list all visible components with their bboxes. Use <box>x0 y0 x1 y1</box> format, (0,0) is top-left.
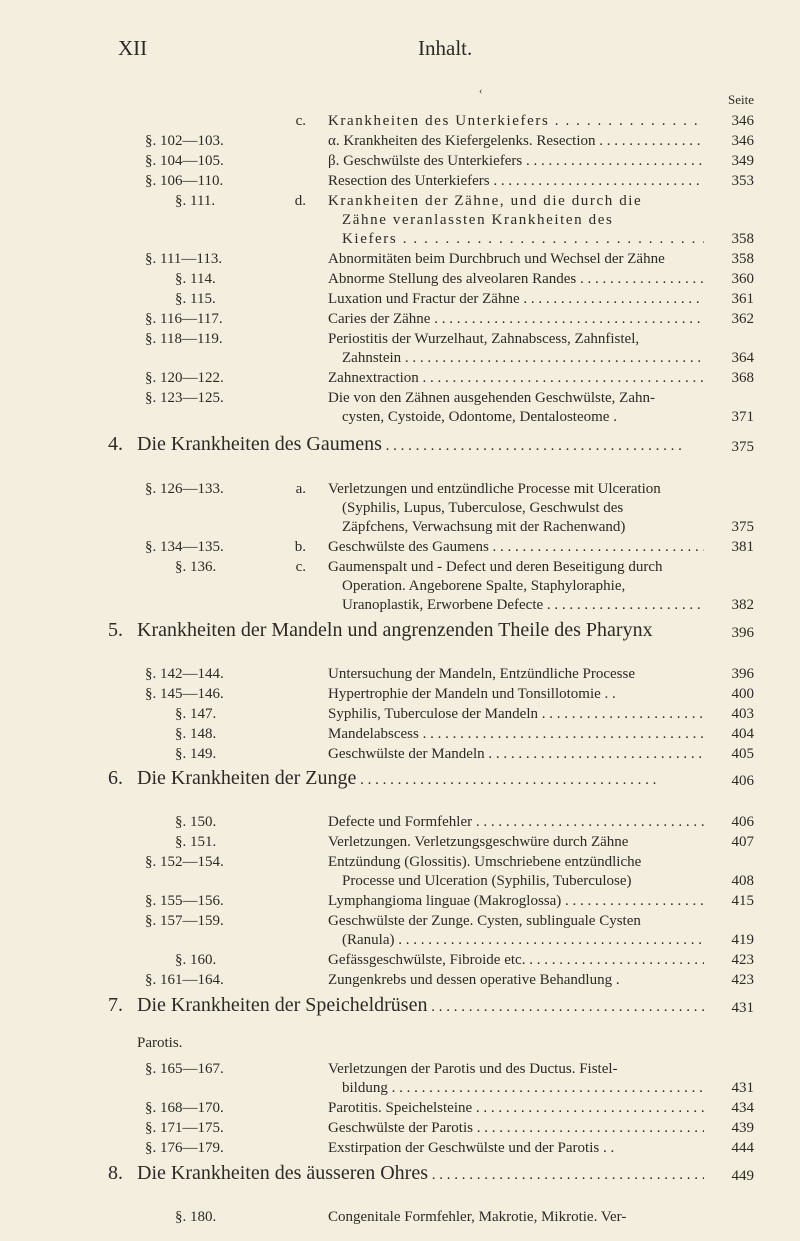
page-reference: 444 <box>731 1140 754 1156</box>
entry-title: Processe und Ulceration (Syphilis, Tuberculose) <box>342 873 632 889</box>
entry-title: Periostitis der Wurzelhaut, Zahnabscess, Zahnfistel, <box>328 331 640 347</box>
entry-title: (Ranula) . . . <box>342 931 704 949</box>
page-reference: 396 <box>731 666 754 682</box>
page-reference: 362 <box>731 311 754 327</box>
page-reference: 375 <box>731 519 754 535</box>
section-number: §. 171—175. <box>145 1120 224 1136</box>
page-reference: 346 <box>731 133 754 149</box>
entry-title: Untersuchung der Mandeln, Entzündliche Processe <box>328 666 635 682</box>
page-number: XII <box>118 36 148 60</box>
entry-title: Gaumenspalt und - Defect und deren Beseitigung durch <box>328 559 663 575</box>
entry-title: Verletzungen und entzündliche Processe mit Ulceration <box>328 481 661 497</box>
page-reference: 406 <box>731 814 754 830</box>
chapter-title: Die Krankheiten der Zunge . . . <box>137 766 704 792</box>
page-reference: 360 <box>731 271 754 287</box>
chapter-number: 6. <box>108 767 123 789</box>
entry-title: Congenitale Formfehler, Makrotie, Mikrotie. Ver- <box>328 1209 627 1225</box>
entry-title: Geschwülste der Parotis . . . <box>328 1119 704 1137</box>
entry-title: bildung . . . <box>342 1079 704 1097</box>
entry-title: Verletzungen. Verletzungsgeschwüre durch Zähne <box>328 834 629 850</box>
subsection-letter: b. <box>294 539 306 555</box>
page-reference: 404 <box>731 726 754 742</box>
entry-title: Gefässgeschwülste, Fibroide etc. . . . <box>328 951 704 969</box>
entry-title: Luxation und Fractur der Zähne . . . <box>328 290 704 308</box>
page-reference: 371 <box>731 409 754 425</box>
entry-title: Zähne veranlassten Krankheiten des <box>342 212 614 228</box>
entry-title: Lymphangioma linguae (Makroglossa) . . . <box>328 892 704 910</box>
entry-title: Zahnstein . . . <box>342 349 704 367</box>
entry-title: Zäpfchens, Verwachsung mit der Rachenwand) <box>342 519 626 535</box>
section-number: §. 134—135. <box>145 539 224 555</box>
section-number: §. 115. <box>175 291 216 307</box>
entry-title: Mandelabscess . . . <box>328 725 704 743</box>
subsection-letter: d. <box>294 193 306 209</box>
entry-title: Die von den Zähnen ausgehenden Geschwülste, Zahn- <box>328 390 655 406</box>
section-number: §. 150. <box>175 814 217 830</box>
section-number: §. 102—103. <box>145 133 224 149</box>
section-number: §. 157—159. <box>145 913 224 929</box>
entry-title: Geschwülste des Gaumens . . . <box>328 538 704 556</box>
chapter-number: 4. <box>108 433 123 455</box>
page-reference: 382 <box>731 597 754 613</box>
page-reference: 407 <box>731 834 754 850</box>
entry-title: Zungenkrebs und dessen operative Behandlung . <box>328 972 620 988</box>
subsection-letter: a. <box>295 481 306 497</box>
entry-title: cysten, Cystoide, Odontome, Dentalosteome . <box>342 409 617 425</box>
section-number: §. 152—154. <box>145 854 224 870</box>
section-number: §. 149. <box>175 746 217 762</box>
section-number: §. 106—110. <box>145 173 224 189</box>
section-number: §. 145—146. <box>145 686 224 702</box>
entry-title: Krankheiten des Unterkiefers . . . <box>328 112 704 130</box>
page-reference: 408 <box>731 873 754 889</box>
chapter-title: Die Krankheiten der Speicheldrüsen . . . <box>137 993 704 1019</box>
section-number: §. 147. <box>175 706 217 722</box>
section-number: §. 104—105. <box>145 153 224 169</box>
entry-title: β. Geschwülste des Unterkiefers . . . <box>328 152 704 170</box>
chapter-page: 449 <box>731 1168 754 1184</box>
page-reference: 403 <box>731 706 754 722</box>
page-reference: 349 <box>731 153 754 169</box>
entry-title: α. Krankheiten des Kiefergelenks. Resection . . . . <box>328 132 704 150</box>
entry-title: Hypertrophie der Mandeln und Tonsillotomie . . <box>328 686 616 702</box>
section-number: §. 114. <box>175 271 216 287</box>
page-reference: 415 <box>731 893 754 909</box>
section-number: §. 120—122. <box>145 370 224 386</box>
page-reference: 358 <box>731 251 754 267</box>
entry-title: Operation. Angeborene Spalte, Staphyloraphie, <box>342 578 626 594</box>
section-number: §. 176—179. <box>145 1140 224 1156</box>
section-number: §. 168—170. <box>145 1100 224 1116</box>
entry-title: Geschwülste der Mandeln . . . <box>328 745 704 763</box>
entry-title: Entzündung (Glossitis). Umschriebene entzündliche <box>328 854 642 870</box>
page-header <box>118 36 740 66</box>
page-reference: 431 <box>731 1080 754 1096</box>
section-number: §. 160. <box>175 952 217 968</box>
section-number: §. 118—119. <box>145 331 223 347</box>
entry-title: Syphilis, Tuberculose der Mandeln . . . <box>328 705 704 723</box>
section-number: §. 136. <box>175 559 217 575</box>
page-reference: 419 <box>731 932 754 948</box>
section-number: §. 142—144. <box>145 666 224 682</box>
entry-title: Geschwülste der Zunge. Cysten, sublinguale Cysten <box>328 913 641 929</box>
entry-title: Exstirpation der Geschwülste und der Parotis . . <box>328 1140 615 1156</box>
section-number: §. 161—164. <box>145 972 224 988</box>
page-reference: 400 <box>731 686 754 702</box>
section-number: §. 180. <box>175 1209 217 1225</box>
page-reference: 423 <box>731 952 754 968</box>
section-number: §. 165—167. <box>145 1061 224 1077</box>
chapter-number: 8. <box>108 1162 123 1184</box>
page-reference: 434 <box>731 1100 754 1116</box>
subsection-letter: c. <box>295 113 306 129</box>
chapter-title: Krankheiten der Mandeln und angrenzenden Theile des Pharynx <box>137 619 653 641</box>
entry-title: Zahnextraction . . . <box>328 369 704 387</box>
section-number: §. 155—156. <box>145 893 224 909</box>
page-reference: 358 <box>731 231 754 247</box>
page-reference: 439 <box>731 1120 754 1136</box>
entry-title: Defecte und Formfehler . . . <box>328 813 704 831</box>
entry-title: Resection des Unterkiefers . . . <box>328 172 704 190</box>
entry-title: Abnormitäten beim Durchbruch und Wechsel der Zähne <box>328 251 665 267</box>
chapter-page: 406 <box>731 773 754 789</box>
page-reference: 381 <box>731 539 754 555</box>
page-reference: 405 <box>731 746 754 762</box>
entry-title: (Syphilis, Lupus, Tuberculose, Geschwulst des <box>342 500 624 516</box>
entry-title: Krankheiten der Zähne, und die durch die <box>328 193 643 209</box>
page-title: Inhalt. <box>418 36 473 60</box>
printer-mark: ‹ <box>479 86 483 97</box>
section-number: §. 111. <box>175 193 216 209</box>
chapter-page: 431 <box>731 1000 754 1016</box>
chapter-number: 5. <box>108 619 123 641</box>
page-column-label: Seite <box>728 92 754 107</box>
entry-title: Kiefers . . . <box>342 230 704 248</box>
section-number: §. 126—133. <box>145 481 224 497</box>
page-reference: 346 <box>731 113 754 129</box>
section-number: §. 148. <box>175 726 217 742</box>
page-reference: 423 <box>731 972 754 988</box>
section-number: §. 116—117. <box>145 311 223 327</box>
entry-title: Verletzungen der Parotis und des Ductus. Fistel- <box>328 1061 618 1077</box>
section-number: §. 111—113. <box>145 251 223 267</box>
page-reference: 361 <box>731 291 754 307</box>
chapter-number: 7. <box>108 994 123 1016</box>
page-reference: 368 <box>731 370 754 386</box>
entry-title: Parotitis. Speichelsteine . . . <box>328 1099 704 1117</box>
chapter-page: 396 <box>731 625 754 641</box>
entry-title: Abnorme Stellung des alveolaren Randes . . . <box>328 270 704 288</box>
subsection-label: Parotis. <box>137 1035 183 1051</box>
entry-title: Uranoplastik, Erworbene Defecte . . . <box>342 596 704 614</box>
chapter-title: Die Krankheiten des äusseren Ohres . . . <box>137 1161 704 1187</box>
entry-title: Caries der Zähne . . . <box>328 310 704 328</box>
section-number: §. 123—125. <box>145 390 224 406</box>
chapter-page: 375 <box>731 439 754 455</box>
page-reference: 353 <box>731 173 754 189</box>
subsection-letter: c. <box>295 559 306 575</box>
section-number: §. 151. <box>175 834 217 850</box>
chapter-title: Die Krankheiten des Gaumens . . . <box>137 432 704 458</box>
page-reference: 364 <box>731 350 754 366</box>
